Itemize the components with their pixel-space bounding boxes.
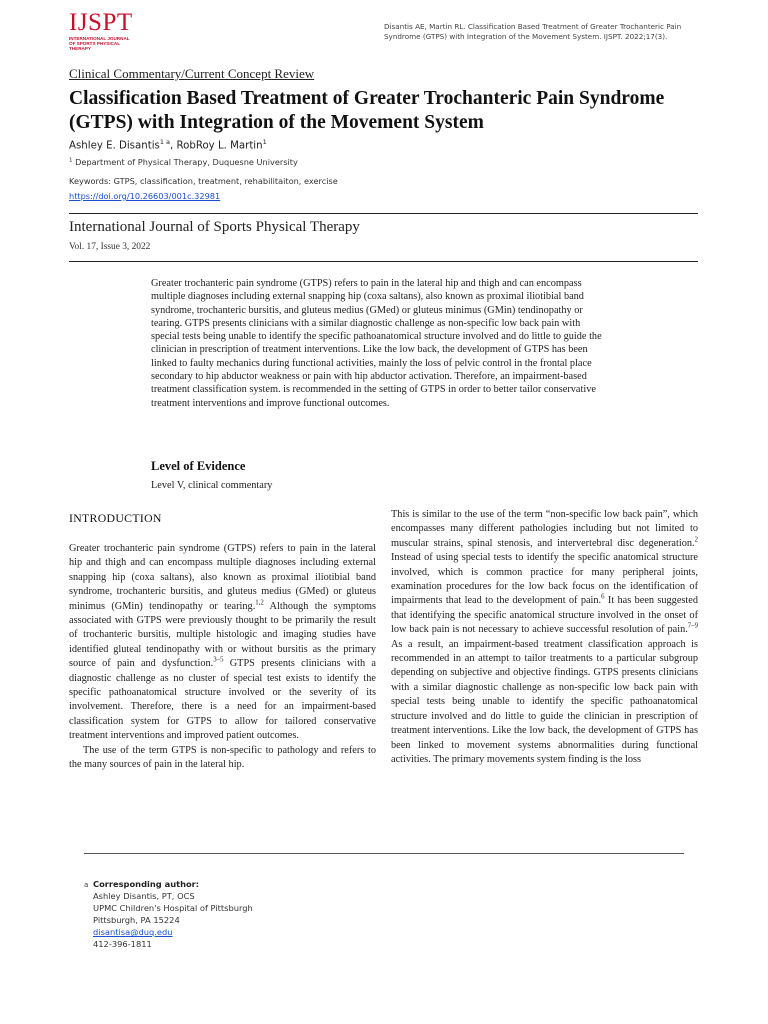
keywords-label: Keywords: bbox=[69, 176, 114, 186]
author-sup: 1 a bbox=[159, 138, 171, 146]
section-heading: INTRODUCTION bbox=[69, 511, 162, 525]
logo-subtext: INTERNATIONAL JOURNAL OF SPORTS PHYSICAL THERAPY bbox=[69, 36, 130, 51]
citation: Disantis AE, Martin RL. Classification Based Treatment of Greater Trochanteric Pain Syndrome (GTPS) with Integration of the Movement System. IJSPT. 2022;17(3). bbox=[384, 22, 682, 41]
paragraph-text: It has been suggested that identifying the specific anatomical structure involved in the onset of low back pain is not necessary to achieve successful resolution of pain. bbox=[391, 595, 698, 636]
citation-ref: 7–9 bbox=[687, 622, 698, 630]
footnote-divider bbox=[84, 853, 684, 854]
affiliation bbox=[69, 157, 298, 167]
affiliation-text: Department of Physical Therapy, Duquesne University bbox=[75, 157, 298, 167]
article-type: Clinical Commentary/Current Concept Review bbox=[69, 66, 315, 81]
author-separator: , bbox=[170, 140, 177, 152]
body-column-right bbox=[391, 508, 698, 767]
divider bbox=[69, 261, 698, 262]
level-of-evidence-heading: Level of Evidence bbox=[151, 459, 246, 473]
citation-ref: 6 bbox=[601, 594, 605, 602]
body-column-left bbox=[69, 542, 376, 773]
footnote bbox=[84, 878, 253, 950]
paragraph-text: Greater trochanteric pain syndrome (GTPS) refers to pain in the lateral hip and thigh and can encompass multiple diagnoses including external snapping hip (coxa saltans), also known as proximal iliotibial band syndrome, trochanteric bursitis, and gluteus medius (GMed) or gluteus minimus (GMin) tendinopathy or tearing. bbox=[69, 543, 376, 612]
paragraph bbox=[391, 508, 698, 767]
author-sup: 1 bbox=[262, 138, 267, 146]
journal-name: International Journal of Sports Physical Therapy bbox=[69, 219, 360, 235]
affiliation-sup: 1 bbox=[69, 157, 73, 164]
abstract: Greater trochanteric pain syndrome (GTPS) refers to pain in the lateral hip and thigh and can encompass multiple diagnoses including external snapping hip (coxa saltans), also known as proximal iliotibial band syndrome, trochanteric bursitis, and gluteus medius (GMed) or gluteus minimus (GMin) tendinopathy or tearing. GTPS presents clinicians with a similar diagnostic challenge as non-specific low back pain with special tests being unable to identify the specific pathoanatomical structure involved and do little to guide the clinician in prescription of treatment interventions. Like the low back, the development of GTPS has been linked to faulty mechanics during functional activities, mainly the loss of pelvic control in the frontal place secondary to hip abductor weakness or pain with hip abductor activation. Therefore, an impairment-based treatment classification system. is recommended in the setting of GTPS in order to better tailor conservative treatment interventions and improve functional outcomes. bbox=[151, 278, 602, 409]
citation-ref: 1,2 bbox=[255, 599, 264, 607]
footnote-label: Corresponding author: bbox=[93, 879, 200, 889]
author-name: RobRoy L. Martin bbox=[176, 140, 263, 152]
author-name: Ashley E. Disantis bbox=[69, 140, 160, 152]
paragraph-text: As a result, an impairment-based treatment classification approach is recommended in an attempt to tailor treatments to a particular subgroup depending on subjective and objective findings. GTPS presents clinicians with a similar diagnostic challenge as non-specific low back pain with special tests being unable to identify the specific pathoanatomical structure involved and do little to guide the clinician in prescription of treatment interventions. Like the low back, the development of GTPS has been linked to movement systems abnormalities during functional activities. The primary movements system finding is the loss bbox=[391, 638, 698, 765]
footnote-marker: a bbox=[84, 881, 89, 889]
article-title: Classification Based Treatment of Greater Trochanteric Pain Syndrome (GTPS) with Integration of the Movement System bbox=[69, 88, 665, 133]
footnote-city: Pittsburgh, PA 15224 bbox=[93, 915, 180, 925]
logo-mark: IJSPT bbox=[69, 9, 133, 36]
paragraph-text: This is similar to the use of the term “non-specific low back pain”, which encompasses many different pathologies including but not limited to muscular strains, spinal stenosis, and intervertebral disc degeneration. bbox=[391, 509, 698, 549]
paragraph-text: Although the symptoms associated with GTPS were previously thought to be primarily the result of trochanteric bursitis, multiple histologic and imaging studies have identified gluteal tendinopathy with or without bursitis as the primary source of pain and dysfunction. bbox=[69, 600, 376, 670]
citation-ref: 3–5 bbox=[213, 656, 224, 664]
level-of-evidence-text: Level V, clinical commentary bbox=[151, 480, 273, 491]
footnote-name: Ashley Disantis, PT, OCS bbox=[93, 891, 195, 901]
divider bbox=[69, 213, 698, 214]
journal-logo bbox=[69, 10, 135, 50]
citation-ref: 2 bbox=[694, 536, 698, 544]
keywords bbox=[69, 176, 338, 186]
paragraph-text: Instead of using special tests to identify the specific anatomical structure involved, which is common practice for many peripheral joints, examination procedures for the low back focus on the identification of impairments that lead to the development of pain. bbox=[391, 552, 698, 607]
footnote-org: UPMC Children's Hospital of Pittsburgh bbox=[93, 903, 253, 913]
email-link[interactable]: disantisa@duq.edu bbox=[93, 927, 173, 937]
keywords-text: GTPS, classification, treatment, rehabilitaiton, exercise bbox=[113, 176, 338, 186]
volume-issue: Vol. 17, Issue 3, 2022 bbox=[69, 242, 151, 252]
paragraph: The use of the term GTPS is non-specific to pathology and refers to the many sources of pain in the lateral hip. bbox=[69, 744, 376, 771]
footnote-phone: 412-396-1811 bbox=[93, 939, 152, 949]
author-list bbox=[69, 138, 267, 151]
paragraph bbox=[69, 542, 376, 744]
paragraph-text: GTPS presents clinicians with a diagnostic challenge as no cluster of special test exists to identify the specific pathoanatomical structure involved or the severity of its involvement. Therefore, there is a need for an impairment-based classification system for GTPS to allow for tailored conservative treatment interventions and improved patient outcomes. bbox=[69, 658, 376, 742]
doi-link[interactable]: https://doi.org/10.26603/001c.32981 bbox=[69, 191, 221, 201]
